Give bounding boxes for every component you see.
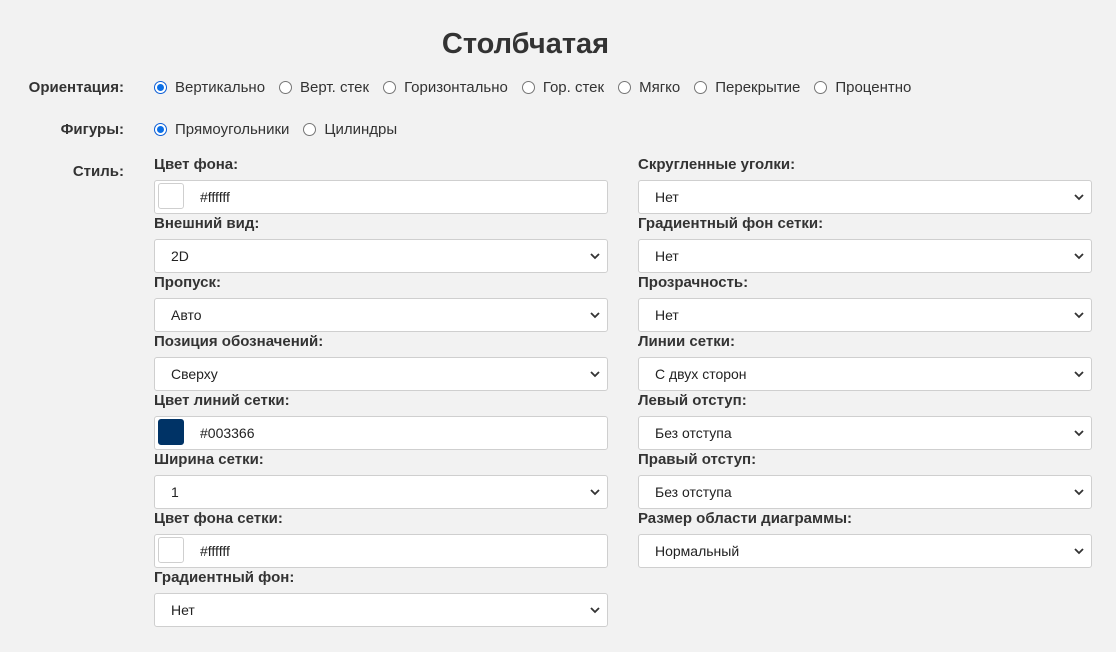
field-label: Линии сетки: [638, 333, 735, 350]
color-swatch[interactable] [158, 537, 184, 563]
radio-unchecked-icon[interactable] [383, 81, 396, 94]
radio-label: Прямоугольники [175, 121, 290, 138]
field-label: Градиентный фон сетки: [638, 215, 824, 232]
chevron-down-icon [1074, 428, 1084, 438]
right-margin-select[interactable] [638, 475, 1092, 509]
grid-gradient-bg-select[interactable] [638, 239, 1092, 273]
radio-unchecked-icon[interactable] [522, 81, 535, 94]
color-value: #ffffff [200, 543, 230, 559]
chart-area-size-field [638, 510, 1092, 569]
orientation-option-horizontal[interactable] [383, 79, 508, 96]
grid-bg-color-input[interactable] [154, 534, 608, 568]
radio-label: Вертикально [175, 79, 266, 96]
right-margin-field [638, 451, 1092, 510]
style-right-column [638, 156, 1092, 569]
appearance-field [154, 215, 608, 274]
orientation-option-percent[interactable] [814, 79, 911, 96]
chevron-down-icon [1074, 310, 1084, 320]
legend-position-select[interactable] [154, 357, 608, 391]
shapes-option-cylinders[interactable] [303, 121, 397, 138]
orientation-option-overlap[interactable] [694, 79, 800, 96]
gradient-bg-select[interactable] [154, 593, 608, 627]
radio-label: Перекрытие [715, 79, 801, 96]
style-left-column [154, 156, 608, 628]
field-label: Цвет фона: [154, 156, 239, 173]
radio-unchecked-icon[interactable] [694, 81, 707, 94]
gap-field [154, 274, 608, 333]
select-value: Сверху [171, 366, 218, 382]
chart-area-size-select[interactable] [638, 534, 1092, 568]
select-value: Без отступа [655, 425, 732, 441]
chevron-down-icon [1074, 369, 1084, 379]
chevron-down-icon [590, 251, 600, 261]
field-label: Позиция обозначений: [154, 333, 324, 350]
color-swatch[interactable] [158, 419, 184, 445]
grid-line-color-field [154, 392, 608, 451]
radio-label: Процентно [835, 79, 912, 96]
left-margin-select[interactable] [638, 416, 1092, 450]
field-label: Правый отступ: [638, 451, 757, 468]
appearance-select[interactable] [154, 239, 608, 273]
field-label: Пропуск: [154, 274, 221, 291]
field-label: Внешний вид: [154, 215, 260, 232]
radio-checked-icon[interactable] [154, 123, 167, 136]
field-label: Градиентный фон: [154, 569, 295, 586]
chevron-down-icon [1074, 487, 1084, 497]
orientation-option-soft[interactable] [618, 79, 680, 96]
orientation-label: Ориентация: [28, 79, 124, 96]
orientation-option-horizontal-stack[interactable] [522, 79, 604, 96]
chevron-down-icon [1074, 192, 1084, 202]
field-label: Левый отступ: [638, 392, 747, 409]
radio-label: Верт. стек [300, 79, 370, 96]
left-margin-field [638, 392, 1092, 451]
grid-bg-color-field [154, 510, 608, 569]
orientation-option-vertical-stack[interactable] [279, 79, 369, 96]
chevron-down-icon [590, 310, 600, 320]
grid-width-field [154, 451, 608, 510]
field-label: Ширина сетки: [154, 451, 264, 468]
grid-lines-select[interactable] [638, 357, 1092, 391]
field-label: Цвет фона сетки: [154, 510, 283, 527]
bg-color-input[interactable] [154, 180, 608, 214]
legend-position-field [154, 333, 608, 392]
select-value: 1 [171, 484, 179, 500]
select-value: Авто [171, 307, 202, 323]
rounded-corners-field [638, 156, 1092, 215]
chevron-down-icon [1074, 546, 1084, 556]
select-value: Нет [655, 189, 679, 205]
chevron-down-icon [590, 605, 600, 615]
transparency-select[interactable] [638, 298, 1092, 332]
radio-label: Мягко [639, 79, 681, 96]
shapes-option-rectangles[interactable] [154, 121, 289, 138]
orientation-radio-group [154, 79, 925, 96]
color-swatch[interactable] [158, 183, 184, 209]
select-value: 2D [171, 248, 189, 264]
bg-color-field [154, 156, 608, 215]
radio-unchecked-icon[interactable] [814, 81, 827, 94]
field-label: Прозрачность: [638, 274, 749, 291]
shapes-radio-group [154, 121, 411, 138]
color-value: #ffffff [200, 189, 230, 205]
select-value: Нет [655, 307, 679, 323]
color-value: #003366 [200, 425, 255, 441]
field-label: Размер области диаграммы: [638, 510, 853, 527]
radio-label: Гор. стек [542, 79, 605, 96]
chevron-down-icon [590, 487, 600, 497]
field-label: Скругленные уголки: [638, 156, 796, 173]
chevron-down-icon [1074, 251, 1084, 261]
field-label: Цвет линий сетки: [154, 392, 290, 409]
grid-line-color-input[interactable] [154, 416, 608, 450]
select-value: Без отступа [655, 484, 732, 500]
radio-unchecked-icon[interactable] [303, 123, 316, 136]
gap-select[interactable] [154, 298, 608, 332]
radio-unchecked-icon[interactable] [279, 81, 292, 94]
gradient-bg-field [154, 569, 608, 628]
transparency-field [638, 274, 1092, 333]
select-value: Нормальный [655, 543, 740, 559]
orientation-option-vertical[interactable] [154, 79, 265, 96]
page-title: Столбчатая [441, 28, 610, 60]
grid-lines-field [638, 333, 1092, 392]
style-label: Стиль: [72, 163, 124, 180]
rounded-corners-select[interactable] [638, 180, 1092, 214]
radio-label: Горизонтально [404, 79, 508, 96]
radio-checked-icon[interactable] [154, 81, 167, 94]
select-value: Нет [171, 602, 195, 618]
shapes-label: Фигуры: [60, 121, 124, 138]
grid-width-select[interactable] [154, 475, 608, 509]
radio-unchecked-icon[interactable] [618, 81, 631, 94]
grid-gradient-bg-field [638, 215, 1092, 274]
radio-label: Цилиндры [324, 121, 398, 138]
select-value: Нет [655, 248, 679, 264]
chevron-down-icon [590, 369, 600, 379]
select-value: С двух сторон [655, 366, 747, 382]
